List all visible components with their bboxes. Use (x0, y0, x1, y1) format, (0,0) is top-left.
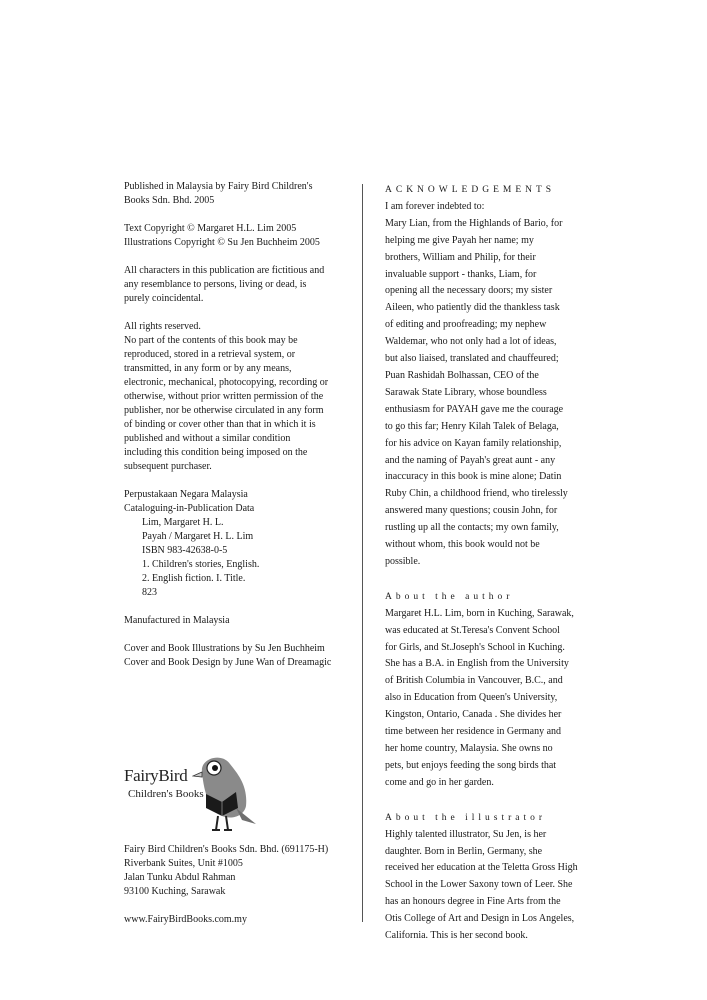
text-line: of binding or cover other than that in which it is (124, 419, 316, 430)
text-line: Sarawak State Library, whose boundless (385, 386, 547, 398)
text-line: Text Copyright © Margaret H.L. Lim 2005 (124, 223, 297, 234)
text-line: has an honours degree in Fine Arts from the (385, 896, 561, 908)
text-line: received her education at the Teletta Gross High (385, 862, 578, 874)
text-line: Puan Rashidah Bolhassan, CEO of the (385, 369, 539, 381)
text-line: was educated at St.Teresa's Convent School (385, 624, 560, 636)
text-line: Illustrations Copyright © Su Jen Buchheim 2005 (124, 237, 320, 248)
text-line: Waldemar, who not only had a lot of ideas, (385, 336, 557, 348)
text-line: All characters in this publication are fictitious and (124, 265, 325, 276)
text-line: School in the Lower Saxony town of Leer. She (385, 879, 573, 891)
publisher-address (124, 843, 354, 899)
text-line: possible. (385, 555, 421, 567)
text-line: invaluable support - thanks, Liam, for (385, 268, 537, 280)
text-line: for Girls, and St.Joseph's School in Kuching. (385, 641, 565, 653)
section-heading: About the illustrator (385, 812, 547, 823)
text-line: come and go in her garden. (385, 776, 494, 788)
catalogue-entry: 823 (142, 587, 157, 598)
text-line: Kingston, Ontario, Canada . She divides her (385, 709, 562, 721)
catalogue-entry: Payah / Margaret H. L. Lim (142, 531, 254, 542)
text-line: but also liaised, translated and chauffeured; (385, 353, 559, 365)
text-line: enthusiasm for PAYAH gave me the courage (385, 403, 564, 415)
text-line: purely coincidental. (124, 293, 204, 304)
text-line: Perpustakaan Negara Malaysia (124, 489, 248, 500)
about-illustrator-section (385, 810, 580, 945)
text-line: electronic, mechanical, photocopying, recording or (124, 377, 329, 388)
cover-credits (124, 642, 350, 670)
catalogue-entry: 2. English fiction. I. Title. (142, 573, 246, 584)
text-line: without whom, this book would not be (385, 539, 540, 551)
text-line: otherwise, without prior written permission of the (124, 391, 324, 402)
about-author-section (385, 589, 580, 792)
text-line: any resemblance to persons, living or dead, is (124, 279, 307, 290)
fairybird-logo (124, 750, 264, 836)
text-line: subsequent purchaser. (124, 461, 212, 472)
right-column (385, 182, 580, 963)
text-line: reproduced, stored in a retrieval system, or (124, 349, 296, 360)
copyright-notice (124, 222, 350, 250)
publisher-notice (124, 180, 350, 208)
text-line: Mary Lian, from the Highlands of Bario, for (385, 217, 563, 229)
text-line: Aileen, who patiently did the thankless task (385, 302, 560, 314)
text-line: Highly talented illustrator, Su Jen, is her (385, 828, 547, 840)
text-line: Cover and Book Illustrations by Su Jen Buchheim (124, 643, 325, 654)
text-line: Cover and Book Design by June Wan of Dreamagic (124, 657, 332, 668)
text-line: Manufactured in Malaysia (124, 615, 230, 626)
text-line: to go this far; Henry Kilah Talek of Belaga, (385, 420, 559, 432)
bird-reading-icon (192, 750, 258, 834)
text-line: also in Education from Queen's University, (385, 692, 558, 704)
text-line: and the naming of Payah's great aunt - any (385, 454, 556, 466)
text-line: She has a B.A. in English from the University (385, 658, 569, 670)
address-line: Fairy Bird Children's Books Sdn. Bhd. (691175-H) (124, 844, 329, 855)
text-line: I am forever indebted to: (385, 200, 485, 212)
text-line: brothers, William and Philip, for their (385, 251, 536, 263)
text-line: daughter. Born in Berlin, Germany, she (385, 845, 543, 857)
acknowledgements-section (385, 182, 580, 571)
text-line: inaccuracy in this book is mine alone; Datin (385, 471, 562, 483)
text-line: Cataloguing-in-Publication Data (124, 503, 255, 514)
text-line: California. This is her second book. (385, 930, 528, 942)
column-divider (362, 184, 363, 922)
text-line: rustling up all the contacts; my own family, (385, 522, 559, 534)
text-line: answered many questions; cousin John, for (385, 505, 558, 517)
address-line: Jalan Tunku Abdul Rahman (124, 872, 236, 883)
section-heading: About the author (385, 591, 514, 602)
manufactured-notice (124, 614, 350, 628)
text-line: including this condition being imposed on the (124, 447, 308, 458)
text-line: opening all the necessary doors; my sister (385, 285, 553, 297)
text-line: time between her residence in Germany and (385, 726, 562, 738)
text-line: transmitted, in any form or by any means, (124, 363, 292, 374)
rights-notice (124, 320, 350, 474)
text-line: Books Sdn. Bhd. 2005 (124, 195, 215, 206)
catalogue-entry: ISBN 983-42638-0-5 (142, 545, 228, 556)
text-line: of British Columbia in Vancouver, B.C., and (385, 675, 563, 687)
address-line: 93100 Kuching, Sarawak (124, 886, 226, 897)
left-column (124, 180, 350, 684)
cataloguing-data (124, 488, 350, 600)
text-line: Published in Malaysia by Fairy Bird Children's (124, 181, 313, 192)
text-line: published and without a similar condition (124, 433, 291, 444)
text-line: of editing and proofreading; my nephew (385, 319, 547, 331)
text-line: No part of the contents of this book may be (124, 335, 298, 346)
text-line: All rights reserved. (124, 321, 201, 332)
section-heading: ACKNOWLEDGEMENTS (385, 185, 556, 195)
address-line: Riverbank Suites, Unit #1005 (124, 858, 243, 869)
logo-name: FairyBird (124, 766, 188, 785)
text-line: helping me give Payah her name; my (385, 234, 534, 246)
website-link[interactable]: www.FairyBirdBooks.com.my (124, 914, 247, 925)
text-line: publisher, nor be otherwise circulated in any form (124, 405, 324, 416)
text-line: Ruby Chin, a childhood friend, who tirelessly (385, 488, 568, 500)
text-line: her home country, Malaysia. She owns no (385, 743, 553, 754)
catalogue-entry: Lim, Margaret H. L. (142, 517, 224, 528)
text-line: for his advice on Kayan family relationship, (385, 437, 562, 449)
text-line: Otis College of Art and Design in Los Angeles, (385, 913, 575, 925)
catalogue-entry: 1. Children's stories, English. (142, 559, 260, 570)
text-line: pets, but enjoys feeding the song birds that (385, 759, 557, 771)
fiction-disclaimer (124, 264, 350, 306)
logo-tagline: Children's Books (128, 788, 204, 800)
text-line: Margaret H.L. Lim, born in Kuching, Sarawak, (385, 607, 574, 619)
